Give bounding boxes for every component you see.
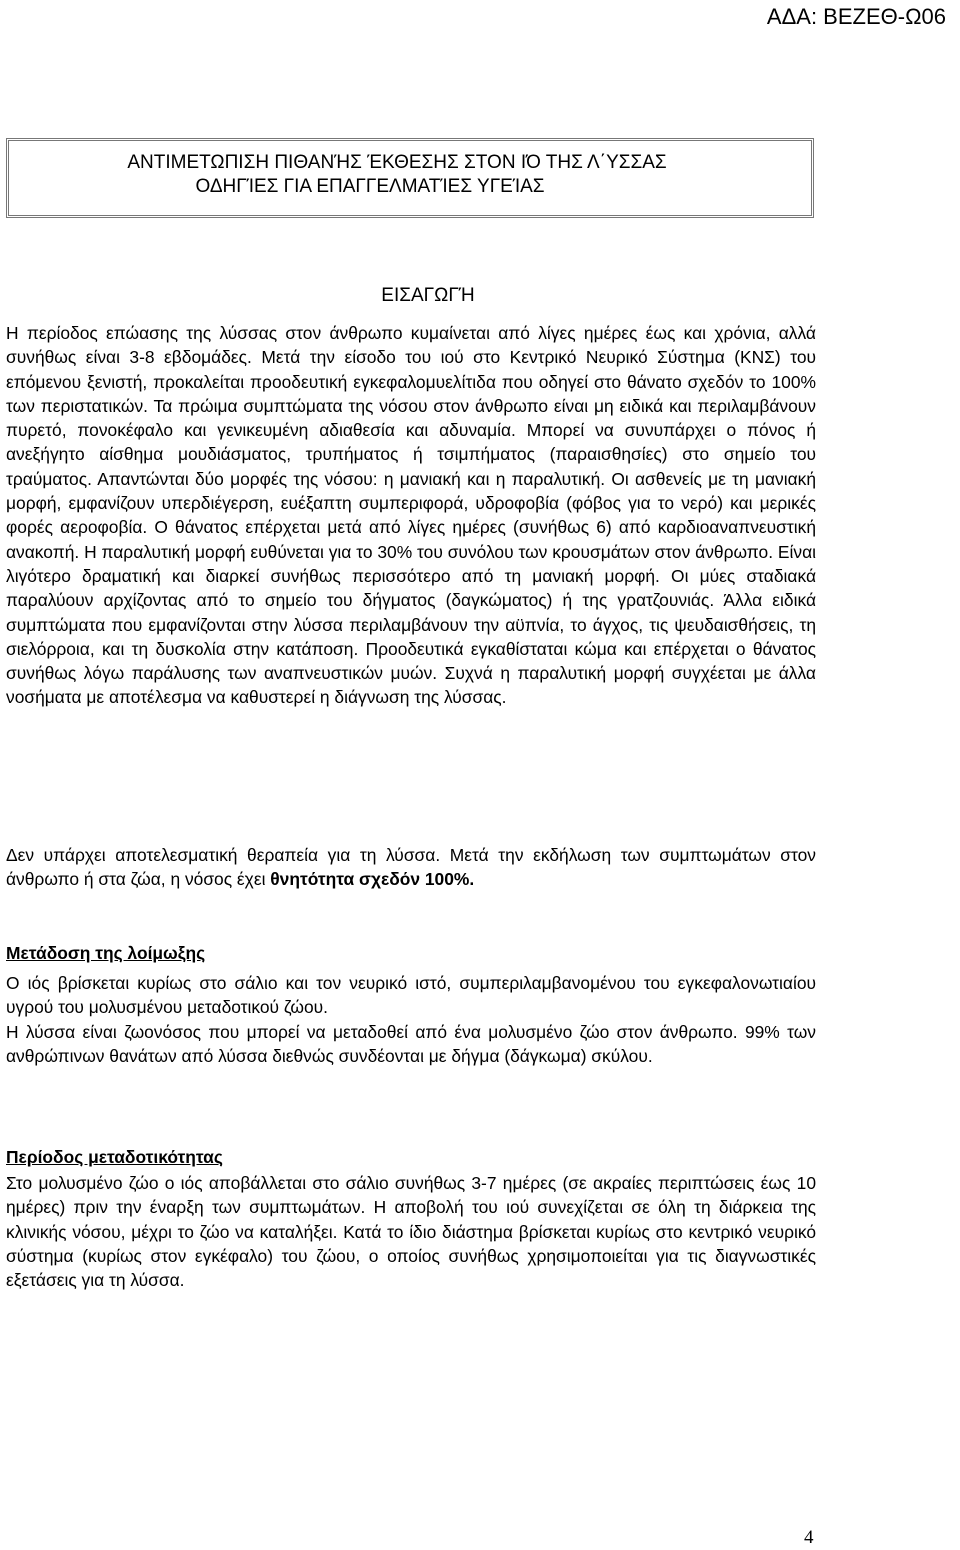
- ada-code: ΑΔΑ: ΒΕΖΕΘ-Ω06: [766, 4, 946, 29]
- title-box: [6, 138, 814, 218]
- infectious-period-paragraph: Στο μολυσμένο ζώο ο ιός αποβάλλεται στο σάλιο συνήθως 3-7 ημέρες (σε ακραίες περιπτώσεις έως 10 ημέρες) πριν την έναρξη των συμπτωμάτων. Η αποβολή του ιού συνεχίζεται σε όλη τη διάρκεια της κλινικής νόσου, μέχρι το ζώο να καταλήξει. Κατά το ίδιο διάστημα βρίσκεται κυρίως στο κεντρικό νευρικό σύστημα (κυρίως στον εγκέφαλο) του ζώου, ο οποίος συνήθως χρησιμοποιείται για τις διαγνωστικές εξετάσεις για τη λύσσα.: [6, 1173, 816, 1291]
- page-number: 4: [804, 1527, 814, 1548]
- document-title: ΑΝΤΙΜΕΤΩΠΙΣΗ ΠΙΘΑΝΉΣ ΈΚΘΕΣΗΣ ΣΤΟΝ ΙΌ ΤΗΣ Λ΄ΥΣΣΑΣ: [127, 152, 667, 173]
- document-subtitle: ΟΔΗΓΊΕΣ ΓΙΑ ΕΠΑΓΓΕΛΜΑΤΊΕΣ ΥΓΕΊΑΣ: [195, 176, 545, 197]
- transmission-heading: Μετάδοση της λοίμωξης: [6, 943, 206, 963]
- transmission-paragraph-1: Ο ιός βρίσκεται κυρίως στο σάλιο και τον νευρικό ιστό, συμπεριλαμβανομένου του εγκεφαλονωτιαίου υγρού του μολυσμένου μεταδοτικού ζώου.: [6, 973, 816, 1018]
- no-cure-text: Δεν υπάρχει αποτελεσματική θεραπεία για τη λύσσα. Μετά την εκδήλωση των συμπτωμάτων στον άνθρωπο ή στα ζώα, η νόσος έχει: [6, 845, 816, 890]
- transmission-paragraph-2: Η λύσσα είναι ζωονόσος που μπορεί να μεταδοθεί από ένα μολυσμένο ζώο στον άνθρωπο. 99% των ανθρώπινων θανάτων από λύσσα διεθνώς συνδέονται με δήγμα (δάγκωμα) σκύλου.: [6, 1022, 816, 1067]
- infectious-period-heading: Περίοδος μεταδοτικότητας: [6, 1147, 223, 1167]
- section-heading-intro-text: ΕΙΣΑΓΩΓΉ: [381, 285, 475, 306]
- intro-paragraph: Η περίοδος επώασης της λύσσας στον άνθρωπο κυμαίνεται από λίγες ημέρες έως και χρόνια, αλλά συνήθως είναι 3-8 εβδομάδες. Μετά την είσοδο του ιού στο Κεντρικό Νευρικό Σύστημα (ΚΝΣ) του επόμενου ξενιστή, προκαλείται προοδευτική εγκεφαλομυελίτιδα που οδηγεί στο θάνατο σχεδόν το 100% των περιστατικών. Τα πρώιμα συμπτώματα της νόσου στον άνθρωπο είναι μη ειδικά και περιλαμβάνουν πυρετό, πονοκέφαλο και γενικευμένη αδιαθεσία και αδυναμία. Μπορεί να συνυπάρχει ο πόνος ή ανεξήγητο αίσθημα μουδιάσματος, τρυπήματος ή τσιμπήματος (παραισθησίες) στο σημείο του τραύματος. Απαντώνται δύο μορφές της νόσου: η μανιακή και η παραλυτική. Οι ασθενείς με τη μανιακή μορφή, εμφανίζουν υπερδιέγερση, ευέξαπτη συμπεριφορά, υδροφοβία (φόβος για το νερό) και μερικές φορές αεροφοβία. Ο θάνατος επέρχεται μετά από λίγες ημέρες (συνήθως 6) από καρδιοαναπνευστική ανακοπή. Η παραλυτική μορφή ευθύνεται για το 30% του συνόλου των κρουσμάτων στον άνθρωπο. Είναι λιγότερο δραματική και διαρκεί συνήθως περισσότερο από τη μανιακή μορφή. Οι μύες σταδιακά παραλύουν αρχίζοντας από το σημείο του δήγματος (δαγκώματος) ή της γρατζουνιάς. Άλλα ειδικά συμπτώματα που εμφανίζονται στην λύσσα περιλαμβάνουν την αϋπνία, το άγχος, τις ψευδαισθήσεις, τη σιελόρροια, και τη δυσκολία στην κατάποση. Προοδευτικά εγκαθίσταται κώμα και επέρχεται ο θάνατος συνήθως λόγω παράλυσης των αναπνευστικών μυών. Συχνά η παραλυτική μορφή συγχέεται με άλλα νοσήματα με αποτέλεσμα να καθυστερεί η διάγνωση της λύσσας.: [6, 323, 816, 708]
- mortality-bold: θνητότητα σχεδόν 100%.: [270, 869, 475, 890]
- no-cure-paragraph: [6, 843, 816, 892]
- section-heading-intro: [0, 284, 820, 308]
